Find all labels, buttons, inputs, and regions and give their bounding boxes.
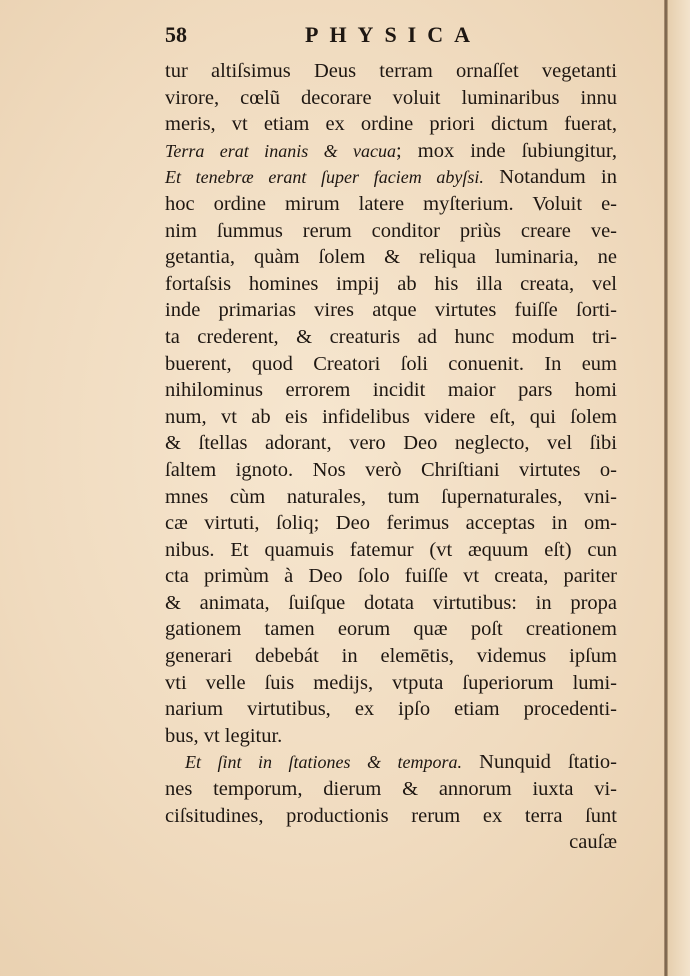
text-line bbox=[165, 590, 617, 617]
line-text: mnes cùm naturales, tum ſupernaturales, vni- bbox=[165, 485, 617, 508]
page-number: 58 bbox=[165, 22, 187, 47]
text-line bbox=[165, 430, 617, 457]
text-line bbox=[165, 670, 617, 697]
line-text: cta primùm à Deo ſolo fuiſſe vt creata, pariter bbox=[165, 565, 617, 588]
text-line bbox=[165, 271, 617, 298]
text-line bbox=[165, 803, 617, 830]
line-text: tur altiſsimus Deus terram ornaſſet vegetanti bbox=[165, 60, 617, 82]
text-line bbox=[165, 138, 617, 165]
line-text: generari debebát in elemētis, videmus ipſum bbox=[165, 645, 617, 668]
line-text: ſaltem ignoto. Nos verò Chriſtiani virtutes o- bbox=[165, 458, 617, 481]
line-text: buerent, quod Creatori ſoli conuenit. In eum bbox=[165, 352, 617, 375]
text-line bbox=[165, 164, 617, 191]
text-line bbox=[165, 723, 617, 750]
line-text: num, vt ab eis infidelibus videre eſt, qui ſolem bbox=[165, 405, 617, 428]
text-line bbox=[165, 457, 617, 484]
body-text bbox=[165, 58, 617, 856]
line-text: nim ſummus rerum conditor priùs creare ve- bbox=[165, 219, 617, 242]
text-line bbox=[165, 696, 617, 723]
text-line bbox=[165, 510, 617, 537]
line-text: getantia, quàm ſolem & reliqua luminaria, ne bbox=[165, 246, 617, 269]
line-text: hoc ordine mirum latere myſterium. Voluit e- bbox=[165, 192, 617, 215]
line-text: inde primarias vires atque virtutes fuiſſe ſorti- bbox=[165, 299, 617, 322]
line-text: nihilominus errorem incidit maior pars homi bbox=[165, 379, 617, 402]
text-line bbox=[165, 776, 617, 803]
text-line bbox=[165, 111, 617, 138]
text-line bbox=[165, 749, 617, 776]
line-text: gationem tamen eorum quæ poſt creationem bbox=[165, 618, 617, 641]
text-line bbox=[165, 244, 617, 271]
text-line bbox=[165, 191, 617, 218]
line-text: ta crederent, & creaturis ad hunc modum tri- bbox=[165, 325, 617, 348]
text-line bbox=[165, 351, 617, 378]
page-header bbox=[165, 22, 615, 52]
text-line bbox=[165, 643, 617, 670]
line-text: meris, vt etiam ex ordine priori dictum fuerat, bbox=[165, 113, 617, 136]
text-line bbox=[165, 85, 617, 112]
text-line bbox=[165, 377, 617, 404]
running-title: PHYSICA bbox=[305, 22, 482, 47]
line-text: nes temporum, dierum & annorum iuxta vi- bbox=[165, 778, 617, 801]
line-text: cauſæ bbox=[569, 831, 617, 854]
text-line bbox=[165, 537, 617, 564]
text-line bbox=[165, 324, 617, 351]
line-text: & animata, ſuiſque dotata virtutibus: in propa bbox=[165, 591, 617, 614]
text-line bbox=[165, 218, 617, 245]
italic-quote: Terra erat inanis & vacua bbox=[165, 140, 397, 161]
line-text: nibus. Et quamuis fatemur (vt æquum eſt) cun bbox=[165, 538, 617, 561]
line-text: bus, vt legitur. bbox=[165, 724, 283, 747]
line-text: fortaſsis homines impij ab his illa creata, vel bbox=[165, 272, 617, 295]
line-text: Notandum in bbox=[483, 166, 618, 189]
line-text: ciſsitudines, productionis rerum ex terra ſunt bbox=[165, 804, 617, 827]
text-line bbox=[165, 563, 617, 590]
italic-quote: Et tenebræ erant ſuper faciem abyſsi. bbox=[165, 167, 484, 188]
italic-quote: Et ſint in ſtationes & tempora. bbox=[185, 752, 463, 773]
text-line bbox=[165, 58, 617, 85]
line-text: ; mox inde ſubiungitur, bbox=[396, 139, 617, 162]
line-text: virore, cœlũ decorare voluit luminaribus innu bbox=[165, 86, 617, 109]
line-text: Nunquid ſtatio- bbox=[462, 751, 617, 774]
adjacent-page-margin bbox=[668, 0, 690, 976]
line-text: narium virtutibus, ex ipſo etiam procedenti- bbox=[165, 698, 617, 721]
line-text: cæ virtuti, ſoliq; Deo ferimus acceptas in om- bbox=[165, 512, 617, 535]
line-text: & ſtellas adorant, vero Deo neglecto, vel ſibi bbox=[165, 432, 617, 455]
text-line bbox=[165, 616, 617, 643]
text-line bbox=[165, 829, 617, 856]
text-line bbox=[165, 484, 617, 511]
text-line bbox=[165, 404, 617, 431]
text-line bbox=[165, 297, 617, 324]
line-text: vti velle ſuis medijs, vtputa ſuperiorum lumi- bbox=[165, 671, 617, 694]
